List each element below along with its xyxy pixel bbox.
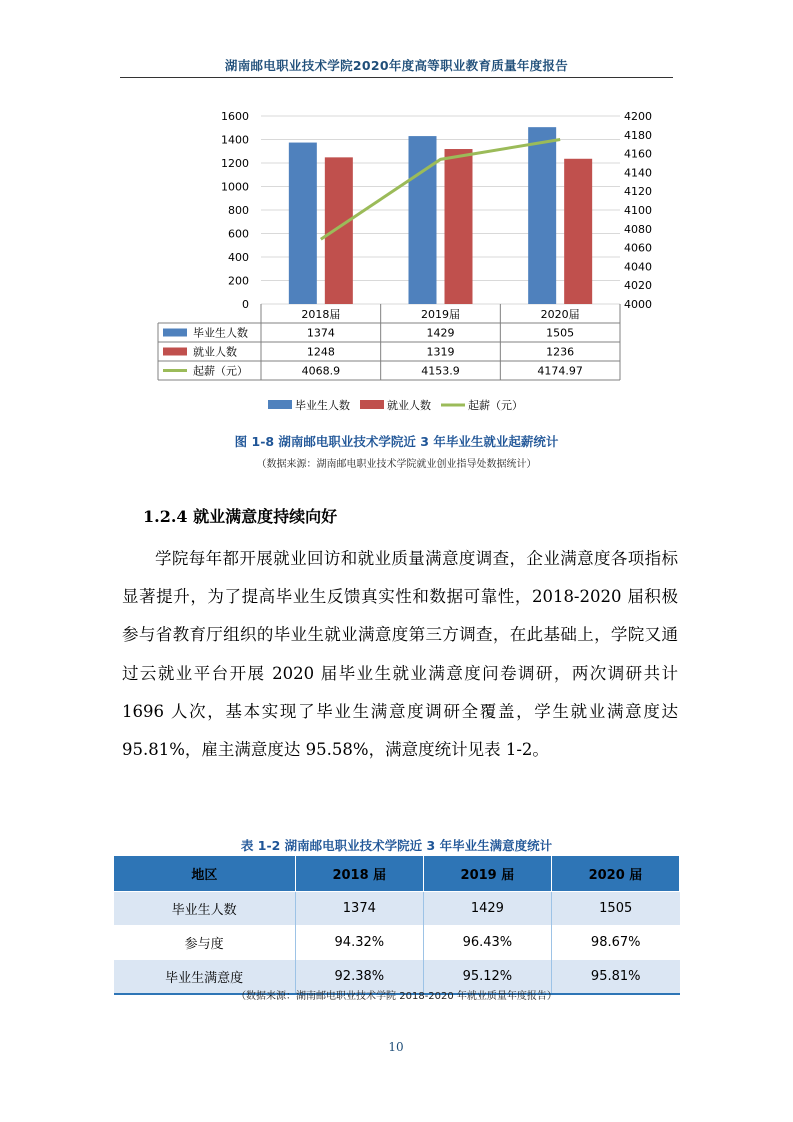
table-cell: 94.32% — [295, 926, 423, 960]
table-source-note: （数据来源：湖南邮电职业技术学院 2018-2020 年就业质量年度报告） — [236, 991, 557, 1002]
series-label: 毕业生人数 — [193, 326, 248, 340]
x-tick-label: 2020届 — [540, 308, 580, 321]
employment-salary-chart — [158, 103, 652, 423]
y-tick-label-left: 400 — [228, 251, 249, 264]
table-caption: 表 1-2 湖南邮电职业技术学院近 3 年毕业生满意度统计 — [240, 838, 553, 853]
figure-source-note: （数据来源：湖南邮电职业技术学院就业创业指导处数据统计） — [256, 459, 537, 470]
y-tick-label-right: 4120 — [624, 185, 652, 199]
y-tick-label-left: 800 — [228, 204, 249, 217]
page-number: 10 — [388, 1040, 404, 1054]
bar — [528, 127, 556, 304]
y-tick-label-left: 1000 — [221, 180, 249, 194]
data-label: 1374 — [306, 326, 335, 340]
chart-canvas — [158, 103, 652, 423]
y-tick-label-left: 1200 — [221, 157, 249, 170]
data-label: 1429 — [426, 326, 455, 340]
x-tick-label: 2018届 — [301, 308, 341, 321]
legend-swatch — [268, 400, 292, 409]
page-header: 湖南邮电职业技术学院2020年度高等职业教育质量年度报告 — [224, 58, 569, 73]
table-cell: 1429 — [423, 892, 551, 926]
table-cell: 1374 — [295, 892, 423, 926]
data-label: 1505 — [546, 326, 575, 340]
table-row — [114, 926, 680, 960]
y-tick-label-right: 4180 — [624, 128, 652, 142]
data-label: 1236 — [546, 345, 575, 359]
y-tick-label-left: 0 — [242, 298, 249, 311]
table-header-cell: 地区 — [114, 856, 296, 892]
table-cell: 96.43% — [423, 926, 551, 960]
x-tick-label: 2019届 — [421, 308, 460, 321]
bar — [409, 136, 437, 304]
table-header-cell: 2018 届 — [295, 856, 423, 892]
satisfaction-table — [113, 855, 680, 995]
legend-label: 起薪（元） — [468, 399, 523, 412]
series-label: 就业人数 — [193, 345, 237, 359]
legend-label: 毕业生人数 — [295, 399, 350, 412]
header-divider — [120, 77, 673, 78]
y-tick-label-right: 4020 — [624, 279, 652, 293]
legend-key — [163, 329, 187, 337]
table-cell: 1505 — [551, 892, 679, 926]
section-heading: 1.2.4 就业满意度持续向好 — [143, 507, 338, 526]
data-label: 1248 — [306, 345, 335, 359]
legend-label: 就业人数 — [387, 399, 431, 412]
data-label: 4174.97 — [537, 364, 583, 378]
y-tick-label-right: 4100 — [624, 204, 652, 217]
y-tick-label-right: 4140 — [624, 166, 652, 180]
legend-swatch — [360, 400, 384, 409]
table-header-row — [114, 856, 680, 892]
bar — [289, 143, 317, 304]
y-tick-label-left: 600 — [228, 227, 249, 241]
figure-caption: 图 1-8 湖南邮电职业技术学院近 3 年毕业生就业起薪统计 — [234, 434, 559, 449]
y-tick-label-right: 4080 — [624, 222, 652, 236]
table-cell: 92.38% — [295, 960, 423, 995]
table-cell: 98.67% — [551, 926, 679, 960]
bar — [325, 157, 353, 304]
y-tick-label-left: 1600 — [221, 110, 249, 123]
data-label: 4068.9 — [301, 364, 341, 378]
y-tick-label-left: 200 — [228, 274, 249, 288]
bar — [564, 159, 592, 304]
table-header-cell: 2020 届 — [551, 856, 679, 892]
table-cell: 95.81% — [551, 960, 679, 995]
table-cell: 参与度 — [114, 926, 296, 960]
table-header-cell: 2019 届 — [423, 856, 551, 892]
table-row — [114, 892, 680, 926]
data-label: 4153.9 — [421, 364, 460, 378]
table-cell: 毕业生满意度 — [114, 960, 296, 995]
legend-key — [163, 348, 187, 356]
table-cell: 95.12% — [423, 960, 551, 995]
data-label: 1319 — [426, 345, 455, 359]
y-tick-label-left: 1400 — [221, 133, 249, 147]
table-cell: 毕业生人数 — [114, 892, 296, 926]
y-tick-label-right: 4060 — [624, 241, 652, 255]
y-tick-label-right: 4000 — [624, 298, 652, 311]
bar — [445, 149, 473, 304]
y-tick-label-right: 4040 — [624, 260, 652, 274]
body-paragraph: 学院每年都开展就业回访和就业质量满意度调查，企业满意度各项指标显著提升，为了提高毕业生反馈真实性和数据可靠性，2018-2020 届积极参与省教育厅组织的毕业生就业满意度第三方调查，在此基础上，学院又通过云就业平台开展 2020 届毕业生就业满意度问卷调研，两次调研共计 1696 人次，基本实现了毕业生满意度调研全覆盖，学生就业满意度达 95.81%，雇主满意度达 95.58%，满意度统计见表 1-2。 — [122, 549, 678, 760]
y-tick-label-right: 4160 — [624, 147, 652, 161]
series-label: 起薪（元） — [193, 364, 248, 378]
line-series — [321, 140, 560, 240]
y-tick-label-right: 4200 — [624, 110, 652, 123]
